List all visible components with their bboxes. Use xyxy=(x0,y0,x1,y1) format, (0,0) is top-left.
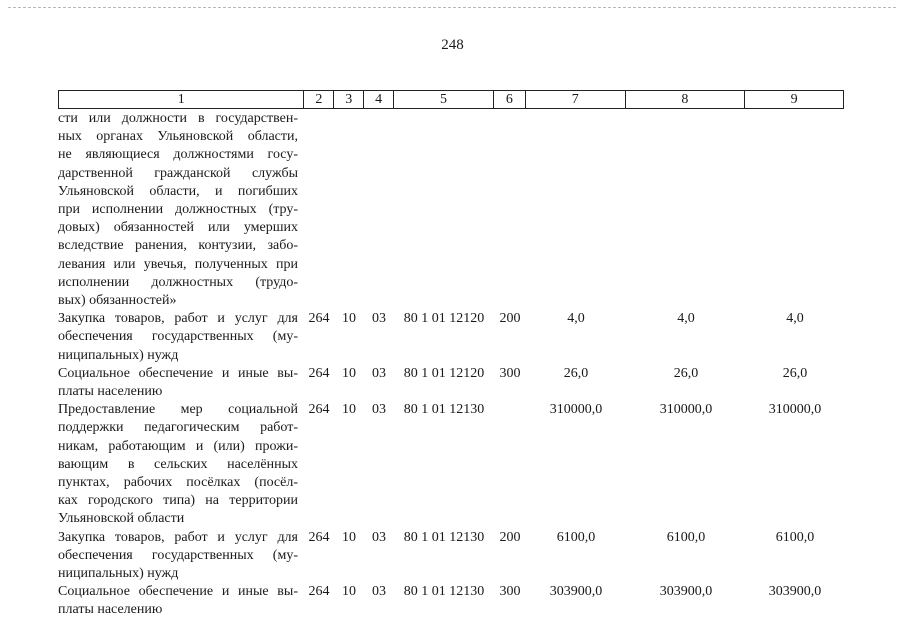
ministry-code: 264 xyxy=(308,311,330,327)
header-col-9: 9 xyxy=(790,92,798,107)
section-code: 10 xyxy=(342,365,356,381)
description-line: сти или должности в государствен- xyxy=(58,111,298,126)
row-description xyxy=(58,529,304,584)
expense-type-code: 300 xyxy=(499,365,521,381)
description-line: вых) обязанностей» xyxy=(58,293,177,309)
top-scan-rule xyxy=(8,7,896,8)
amount-year-1: 4,0 xyxy=(567,311,585,327)
header-col-5: 5 xyxy=(394,91,494,108)
ministry-code: 264 xyxy=(308,584,330,600)
description-line: дарственной гражданской службы xyxy=(58,165,298,181)
amount-year-3: 303900,0 xyxy=(768,584,822,600)
table-header-row xyxy=(58,90,844,109)
description-line: ниципальных) нужд xyxy=(58,566,179,582)
amount-year-3: 6100,0 xyxy=(775,529,815,545)
amount-year-1: 6100,0 xyxy=(556,529,596,545)
header-col-8: 8 xyxy=(626,91,746,108)
section-code xyxy=(334,110,364,310)
section-code: 10 xyxy=(342,402,356,418)
description-line: довых) обязанностей или умерших xyxy=(58,220,298,236)
subsection-code: 03 xyxy=(372,365,386,381)
header-col-1: 1 xyxy=(59,91,304,108)
description-line: исполнении должностных (трудо- xyxy=(58,274,298,290)
amount-year-3 xyxy=(746,110,844,310)
expense-type-code: 200 xyxy=(499,311,521,327)
description-line: обеспечения государственных (му- xyxy=(58,547,298,563)
amount-year-2: 6100,0 xyxy=(666,529,706,545)
table-row xyxy=(58,110,844,310)
target-article-code: 80 1 01 12130 xyxy=(403,584,485,600)
ministry-code: 264 xyxy=(308,365,330,381)
subsection-code: 03 xyxy=(372,529,386,545)
target-article-code: 80 1 01 12120 xyxy=(403,311,485,327)
description-line: Предоставление мер социальной xyxy=(58,402,298,418)
expense-type-code xyxy=(494,110,526,310)
amount-year-1: 310000,0 xyxy=(549,402,603,418)
description-line: Ульяновской области xyxy=(58,511,185,527)
amount-year-3: 26,0 xyxy=(782,365,808,381)
description-line: левания или увечья, полученных при xyxy=(58,256,298,272)
row-description xyxy=(58,583,304,619)
table-row xyxy=(58,401,844,528)
description-line: Закупка товаров, работ и услуг для xyxy=(58,311,298,327)
target-article-code: 80 1 01 12130 xyxy=(403,402,485,418)
description-line: не являющиеся должностями госу- xyxy=(58,147,298,163)
table-row xyxy=(58,310,844,365)
description-line: ках городского типа) на территории xyxy=(58,493,298,509)
amount-year-2: 4,0 xyxy=(677,311,695,327)
amount-year-2 xyxy=(626,110,746,310)
section-code: 10 xyxy=(342,529,356,545)
table-body xyxy=(58,110,844,620)
description-line: вследствие ранения, контузии, забо- xyxy=(58,238,298,254)
header-col-2: 2 xyxy=(304,91,334,108)
description-line: платы населению xyxy=(58,602,163,618)
target-article-code xyxy=(394,110,494,310)
description-line: при исполнении должностных (тру- xyxy=(58,202,298,218)
header-col-7: 7 xyxy=(526,91,626,108)
subsection-code: 03 xyxy=(372,311,386,327)
description-line: обеспечения государственных (му- xyxy=(58,329,298,345)
description-line: платы населению xyxy=(58,384,163,400)
table-row xyxy=(58,529,844,584)
ministry-code: 264 xyxy=(308,529,330,545)
row-description xyxy=(58,365,304,401)
ministry-code: 264 xyxy=(308,402,330,418)
description-line: Социальное обеспечение и иные вы- xyxy=(58,584,298,600)
amount-year-2: 303900,0 xyxy=(659,584,713,600)
amount-year-3: 4,0 xyxy=(786,311,804,327)
page-number: 248 xyxy=(441,37,464,53)
ministry-code xyxy=(304,110,334,310)
table-row xyxy=(58,583,844,619)
budget-table xyxy=(58,90,844,620)
subsection-code xyxy=(364,110,394,310)
row-description xyxy=(58,110,304,310)
section-code: 10 xyxy=(342,311,356,327)
expense-type-code xyxy=(494,401,526,528)
subsection-code: 03 xyxy=(372,584,386,600)
section-code: 10 xyxy=(342,584,356,600)
header-col-6: 6 xyxy=(494,91,526,108)
expense-type-code: 200 xyxy=(499,529,521,545)
row-description xyxy=(58,401,304,528)
target-article-code: 80 1 01 12120 xyxy=(403,365,485,381)
row-description xyxy=(58,310,304,365)
description-line: Социальное обеспечение и иные вы- xyxy=(58,365,298,381)
description-line: ных органах Ульяновской области, xyxy=(58,129,298,145)
table-row xyxy=(58,365,844,401)
description-line: поддержки педагогическим работ- xyxy=(58,420,298,436)
description-line: ниципальных) нужд xyxy=(58,347,179,363)
amount-year-1 xyxy=(526,110,626,310)
description-line: никам, работающим и (или) прожи- xyxy=(58,438,298,454)
amount-year-1: 303900,0 xyxy=(549,584,603,600)
amount-year-2: 26,0 xyxy=(673,365,699,381)
description-line: Закупка товаров, работ и услуг для xyxy=(58,529,298,545)
header-col-3: 3 xyxy=(334,91,364,108)
amount-year-1: 26,0 xyxy=(563,365,589,381)
header-col-4: 4 xyxy=(364,91,394,108)
amount-year-3: 310000,0 xyxy=(768,402,822,418)
expense-type-code: 300 xyxy=(499,584,521,600)
description-line: вающим в сельских населённых xyxy=(58,456,298,472)
description-line: пунктах, рабочих посёлках (посёл- xyxy=(58,475,298,491)
amount-year-2: 310000,0 xyxy=(659,402,713,418)
subsection-code: 03 xyxy=(372,402,386,418)
target-article-code: 80 1 01 12130 xyxy=(403,529,485,545)
description-line: Ульяновской области, и погибших xyxy=(58,183,298,199)
